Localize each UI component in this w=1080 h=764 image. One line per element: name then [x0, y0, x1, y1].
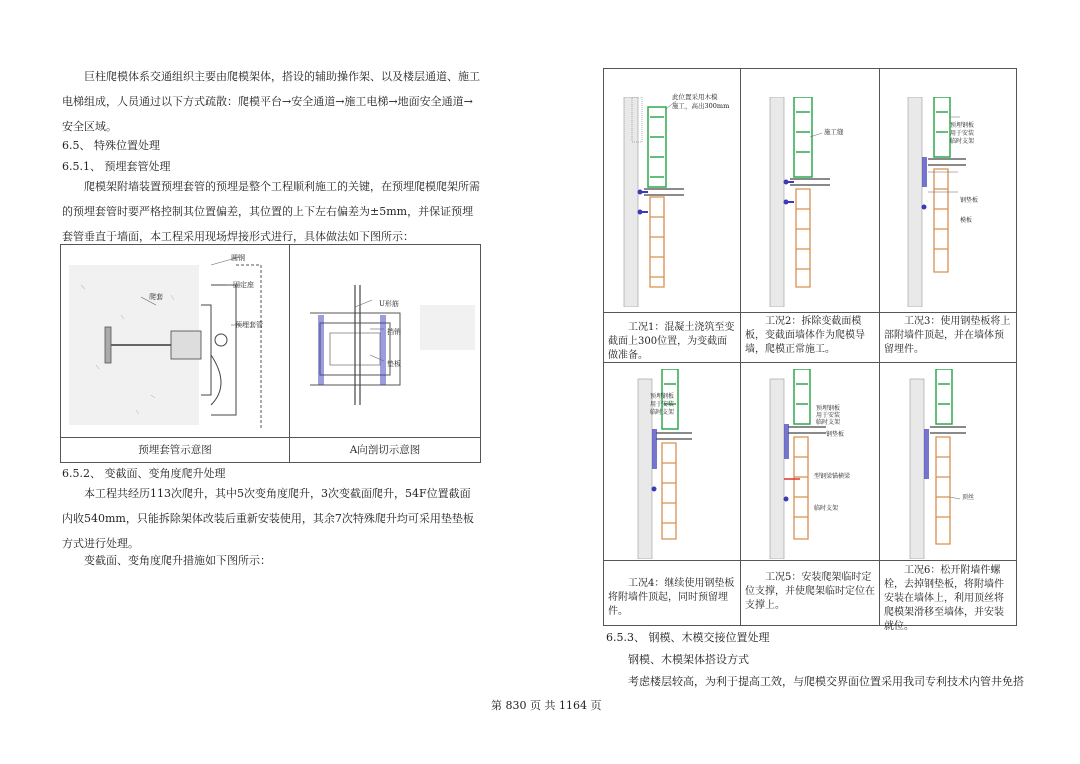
condition-6-drawing: [888, 369, 1008, 559]
caption-section-a: A向剖切示意图: [349, 444, 421, 456]
cond3-label-c: 临时支架: [950, 138, 975, 145]
condition-1-drawing: [614, 97, 734, 307]
condition-2-drawing: [750, 97, 870, 307]
cond3-label-b: 用于安装: [950, 130, 975, 137]
grid-caption-divider-top: [604, 312, 1016, 313]
grid-col-divider-2: [879, 69, 880, 625]
label-climbing-sleeve: 爬套: [149, 293, 163, 301]
cond1-label-b: 施工，高出300mm: [672, 102, 730, 110]
grid-col-divider-1: [740, 69, 741, 625]
label-fixed-seat: 固定座: [233, 281, 254, 289]
working-conditions-grid: [603, 68, 1017, 632]
cond3-label-a: 预埋钢板: [950, 122, 975, 129]
cond4-label-a: 预埋钢板: [650, 393, 675, 400]
cond5-label-e: 型钢梁锚横梁: [814, 473, 851, 480]
label-round-steel: 圆钢: [231, 254, 245, 262]
paragraph-evacuation: 巨柱爬模体系交通组织主要由爬模架体，搭设的辅助操作架、以及楼层通道、施工电梯组成，人员通过以下方式疏散：爬模平台→安全通道→施工电梯→地面安全通道→安全区域。: [62, 70, 480, 133]
label-stop-pin: 挡销: [387, 328, 401, 336]
condition-5-drawing: [750, 369, 870, 559]
cond5-label-d: 钢垫板: [826, 431, 845, 438]
paragraph-climb-count: 本工程共经历113次爬升，其中5次变角度爬升，3次变截面爬升，54F位置截面内收540mm，只能拆除架体改装后重新安装使用，其余7次特殊爬升均可采用垫垫板方式进行处理。: [62, 487, 474, 550]
paragraph-interface: 考虑楼层较高，为利于提高工效，与爬模交界面位置采用我司专利技术内管井免搭: [628, 675, 1024, 688]
condition-6-caption: 工况6：松开附墙件螺栓，去掉钢垫板，将附墙件安装在墙体上，利用顶丝将爬模架滑移至墙体，并安装就位。: [884, 565, 1004, 632]
heading-6-5-3: 6.5.3、 钢模、木模交接位置处理: [606, 631, 770, 644]
caption-sleeve: 预埋套管示意图: [138, 444, 212, 456]
condition-3-caption: 工况3：使用钢垫板将上部附墙件顶起，并在墙体预留埋件。: [884, 316, 1011, 355]
caption-row-divider: [61, 437, 480, 438]
cond4-label-c: 临时支架: [650, 409, 675, 416]
sleeve-figure-box: [60, 244, 481, 463]
cond4-label-b: 用于安装: [650, 401, 675, 408]
label-embedded-sleeve: 预埋套管: [235, 321, 263, 329]
paragraph-measure-intro: 变截面、变角度爬升措施如下图所示：: [84, 554, 271, 567]
sleeve-diagram-left: [61, 245, 289, 437]
label-pad: 垫板: [387, 360, 401, 368]
subheading-formwork-scaffold: 钢模、木模架体搭设方式: [628, 653, 749, 666]
grid-caption-divider-bottom: [604, 560, 1016, 561]
section-a-diagram: [290, 245, 480, 437]
condition-5-caption: 工况5：安装爬架临时定位支撑，并使爬架临时定位在支撑上。: [745, 572, 875, 611]
cond5-label-c: 临时支架: [816, 419, 841, 426]
condition-2-caption: 工况2：拆除变截面模板，变截面墙体作为爬模导墙，爬模正常施工。: [745, 316, 865, 355]
cond1-label-a: 此位置采用木模: [672, 93, 718, 101]
cond2-label-a: 施工缝: [824, 128, 844, 136]
cond5-label-a: 预埋钢板: [816, 405, 841, 412]
paragraph-embedded-sleeve: 爬模架附墙装置预埋套管的预埋是整个工程顺利施工的关键，在预埋爬模爬架所需的预埋套管时要严格控制其位置偏差，其位置的上下左右偏差为±5mm，并保证预埋套管垂直于墙面，本工程采用现场焊接形式进行，具体做法如下图所示：: [62, 180, 480, 243]
cond3-label-d: 钢垫板: [960, 197, 979, 204]
condition-1-caption: 工况1：混凝土浇筑至变截面上300位置，为变截面做准备。: [608, 322, 735, 361]
label-u-bar: U形筋: [379, 300, 399, 308]
cond5-label-b: 用于安装: [816, 412, 841, 419]
page-footer: 第 830 页 共 1164 页: [491, 699, 602, 712]
cond5-label-f: 临时支架: [814, 505, 839, 512]
cond6-label-a: 顶丝: [962, 494, 975, 501]
heading-6-5-1: 6.5.1、 预埋套管处理: [62, 160, 171, 173]
heading-6-5-2: 6.5.2、 变截面、变角度爬升处理: [62, 467, 226, 480]
cond3-label-e: 模板: [960, 217, 973, 224]
heading-6-5: 6.5、 特殊位置处理: [62, 139, 160, 152]
condition-4-caption: 工况4：继续使用钢垫板将附墙件顶起，同时预留埋件。: [608, 578, 735, 617]
condition-3-drawing: [888, 97, 1008, 307]
